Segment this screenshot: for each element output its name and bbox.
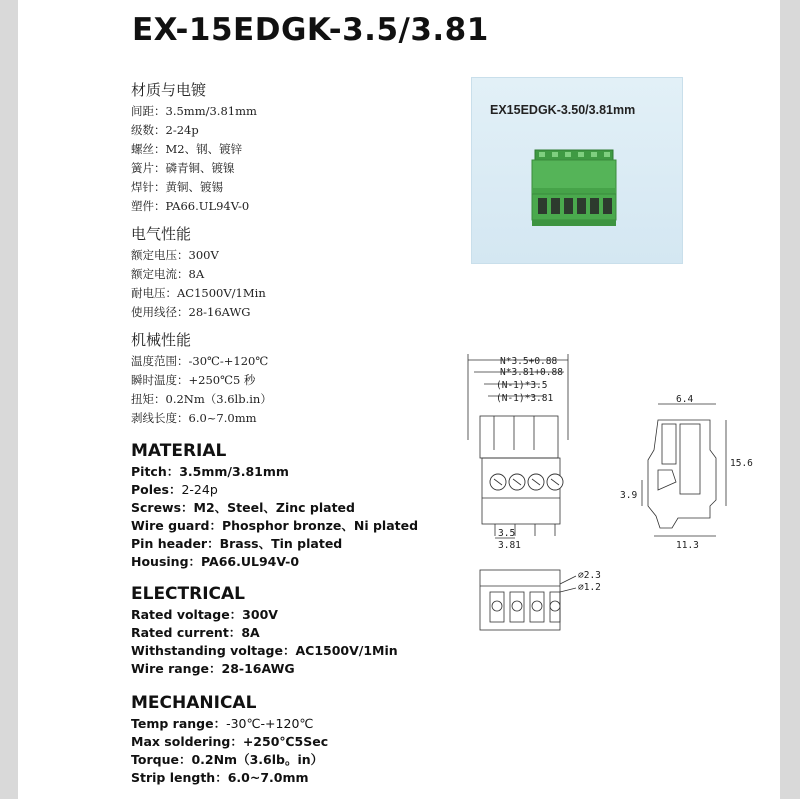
en-mechanical-row [131,733,328,751]
dim-label: 15.6 [730,458,753,469]
product-title: EX-15EDGK-3.5/3.81 [132,12,489,48]
cn-electrical-row: 使用线径：28-16AWG [131,305,251,319]
cn-electrical-row: 额定电流：8A [131,267,205,281]
en-material-row [131,535,418,553]
row-value: 28-16AWG [221,661,295,676]
row-label: Torque： [131,752,192,767]
en-mechanical-row [131,769,328,787]
row-value: +250℃5Sec [242,734,329,749]
row-value: 6.0~7.0mm [227,770,309,785]
row-label: Wire range： [131,661,222,676]
row-value: 300V [242,607,278,622]
cn-material-row: 簧片：磷青铜、镀镍 [131,161,235,175]
en-electrical-row [131,624,398,642]
cn-material-row: 焊针：黄铜、镀锡 [131,180,223,194]
cn-material-row: 塑件：PA66.UL94V-0 [131,199,250,213]
photo-caption: EX15EDGK-3.50/3.81mm [490,103,636,117]
product-photo [471,77,683,264]
cn-mechanical-section [131,330,272,428]
row-label: Screws： [131,500,194,515]
en-material-row [131,517,418,535]
row-value: M2、Steel、Zinc plated [193,500,355,515]
row-label: Pitch： [131,464,180,479]
row-label: Rated voltage： [131,607,243,622]
row-value: 3.5mm/3.81mm [179,464,289,479]
cn-electrical-section [131,224,266,322]
en-electrical-row [131,642,398,660]
cn-material-heading: 材质与电镀 [131,81,207,99]
dimension-drawing [448,340,778,640]
en-electrical-row [131,606,398,624]
cn-material-row: 螺丝：M2、钢、镀锌 [131,142,243,156]
cn-electrical-row: 耐电压：AC1500V/1Min [131,286,266,300]
dim-label: N*3.81+0.88 [500,367,563,378]
dim-label: ⌀1.2 [578,582,601,593]
cn-mechanical-row: 剥线长度：6.0~7.0mm [131,411,257,425]
row-value: 2-24p [181,482,218,497]
dim-label: 11.3 [676,540,699,551]
cn-electrical-row: 额定电压：300V [131,248,219,262]
row-label: Wire guard： [131,518,222,533]
row-label: Rated current： [131,625,242,640]
en-mechanical-row [131,751,328,769]
cn-mechanical-row: 扭矩：0.2Nm（3.6lb.in） [131,392,272,406]
row-value: 8A [241,625,260,640]
row-label: Withstanding voltage： [131,643,296,658]
dim-label: ⌀2.3 [578,570,601,581]
row-value: AC1500V/1Min [295,643,398,658]
dim-label: 3.9 [620,490,638,501]
row-value: -30℃-+120℃ [226,716,314,731]
cn-mechanical-row: 瞬时温度：+250℃5 秒 [131,373,256,387]
row-label: Max soldering： [131,734,243,749]
en-electrical-row [131,660,398,678]
en-mechanical-heading: MECHANICAL [131,693,257,713]
dim-label: (N-1)*3.5 [496,380,548,391]
row-label: Housing： [131,554,202,569]
cn-electrical-heading: 电气性能 [131,225,192,243]
en-electrical-heading: ELECTRICAL [131,584,246,604]
dim-label: 3.5 [498,528,516,539]
en-material-row [131,463,418,481]
en-material-section [131,440,418,571]
cn-material-row: 间距：3.5mm/3.81mm [131,104,257,118]
cn-mechanical-row: 温度范围：-30℃-+120℃ [131,354,269,368]
cn-mechanical-heading: 机械性能 [131,331,192,349]
en-electrical-section [131,583,398,678]
terminal-block-image [472,78,682,263]
en-material-heading: MATERIAL [131,441,227,461]
en-material-row [131,499,418,517]
en-material-row [131,481,418,499]
dim-label: (N-1)*3.81 [496,393,554,404]
datasheet-page [18,0,780,799]
en-mechanical-row [131,715,328,733]
en-material-row [131,553,418,571]
row-label: Poles： [131,482,182,497]
row-label: Pin header： [131,536,220,551]
cn-material-section [131,80,257,216]
row-label: Strip length： [131,770,228,785]
row-value: Phosphor bronze、Ni plated [221,518,419,533]
cn-material-row: 级数：2-24p [131,123,199,137]
dim-label: 3.81 [498,540,521,551]
dim-label: N*3.5+0.88 [500,356,558,367]
en-mechanical-section [131,692,328,787]
row-value: Brass、Tin plated [219,536,343,551]
row-label: Temp range： [131,716,227,731]
row-value: PA66.UL94V-0 [201,554,300,569]
row-value: 0.2Nm（3.6lb。in） [191,752,324,767]
dim-label: 6.4 [676,394,694,405]
